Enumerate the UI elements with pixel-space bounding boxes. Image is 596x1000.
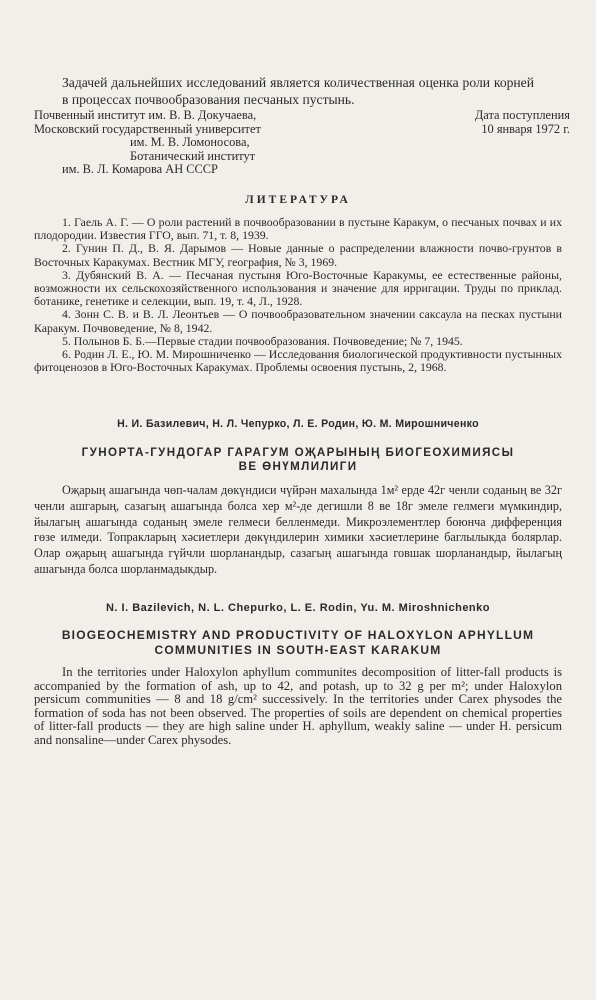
affiliation-line: Ботанический институт bbox=[130, 148, 256, 163]
turkmen-title bbox=[0, 446, 596, 473]
received-date bbox=[420, 109, 570, 136]
turkmen-abstract-text: Оҗарың ашагында чөп-чалам дөкүндиси чүйрән махалында 1м² ерде 42г ченли соданың ве 32г ченли ашгарың, сазагың ашагында болса хер м²-де дегишли 8 ве 18г эмеле гелмеги мүмкиндир, йылагың ашагында соданың эмеле гелмеси белленмеди. Микроэлементлер боюнча дифференция гөзе илмеди. Топракларың хәсиетлери дөкүндилерин химики хәсиетлерине баглылыкда болярлар. Олар оҗарың ашагында гүйчли шорланандыр, сазагың ашагында говшак шорланандыр, йылагың ашагында болса шорланмадыкдыр. bbox=[34, 483, 562, 576]
received-value: 10 января 1972 г. bbox=[481, 121, 570, 136]
english-title bbox=[0, 628, 596, 658]
affiliation-line: им. М. В. Ломоносова, bbox=[130, 135, 250, 149]
affiliation-line: Почвенный институт им. В. В. Докучаева, bbox=[34, 108, 257, 122]
affiliation bbox=[34, 109, 354, 177]
reference-list bbox=[34, 216, 562, 374]
reference-item: 1. Гаель А. Г. — О роли растений в почвообразовании в пустыне Каракум, о песчаных почвах и их плодородии. Известия ГГО, вып. 71, т. 8, 1939. bbox=[34, 215, 562, 243]
reference-item: 4. Зонн С. В. и В. Л. Леонтьев — О почвообразовательном значении саксаула на песках пустыни Каракум. Почвоведение, № 8, 1942. bbox=[34, 307, 562, 335]
affiliation-line: Московский государственный университет bbox=[34, 121, 261, 136]
literature-heading: ЛИТЕРАТУРА bbox=[245, 194, 351, 206]
reference-item: 6. Родин Л. Е., Ю. М. Мирошниченко — Исследования биологической продуктивности пустынных фитоценозов в Юго-Восточных Каракумах. Проблемы освоения пустынь, 2, 1968. bbox=[34, 347, 562, 375]
reference-item: 3. Дубянский В. А. — Песчаная пустыня Юго-Восточные Каракумы, ее естественные районы, возможности их сельскохозяйственного использования и значение для ирригации. Труды по приклад. ботанике, генетике и селекции, вып. 19, т. 4, Л., 1928. bbox=[34, 267, 562, 309]
english-abstract bbox=[34, 666, 562, 748]
affiliation-line: им. В. Л. Комарова АН СССР bbox=[62, 162, 218, 176]
english-authors: N. I. Bazilevich, N. L. Chepurko, L. E. Rodin, Yu. M. Miroshnichenko bbox=[105, 602, 490, 614]
reference-item: 5. Полынов Б. Б.—Первые стадии почвообразования. Почвоведение; № 7, 1945. bbox=[62, 333, 463, 348]
received-label: Дата поступления bbox=[474, 108, 570, 122]
turkmen-title-line: ВЕ ӨНҮМЛИЛИГИ bbox=[238, 459, 358, 473]
english-title-line: BIOGEOCHEMISTRY AND PRODUCTIVITY OF HALOXYLON APHYLLUM bbox=[61, 628, 535, 642]
reference-item: 2. Гунин П. Д., В. Я. Дарымов — Новые данные о распределении влажности почво-грунтов в Восточных Каракумах. Вестник МГУ, география, № 3, 1969. bbox=[34, 241, 562, 269]
english-title-line: COMMUNITIES IN SOUTH-EAST KARAKUM bbox=[154, 643, 442, 657]
english-abstract-text: In the territories under Haloxylon aphyllum communites decomposition of litter-fall products is accompanied by the formation of ash, up to 42, and potash, up to 32 g per m²; under Haloxylon persicum communities — 8 and 18 g/cm² successively. In the territories under Carex physodes the formation of soda has not been observed. The properties of soils are dependent on chemical properties of litter-fall products — they are high saline under H. aphyllum, weakly saline — under H. persicum and nonsaline—under Carex physodes. bbox=[34, 665, 562, 747]
turkmen-authors: Н. И. Базилевич, Н. Л. Чепурко, Л. Е. Родин, Ю. М. Мирошниченко bbox=[117, 418, 479, 430]
intro-paragraph: Задачей дальнейших исследований является количественная оценка роли корней в процессах почвообразования песчаных пустынь. bbox=[62, 75, 534, 107]
turkmen-title-line: ГУНОРТА-ГУНДОГАР ГАРАГУМ ОҖАРЫНЫҢ БИОГЕОХИМИЯСЫ bbox=[81, 446, 515, 459]
turkmen-abstract bbox=[34, 483, 562, 578]
